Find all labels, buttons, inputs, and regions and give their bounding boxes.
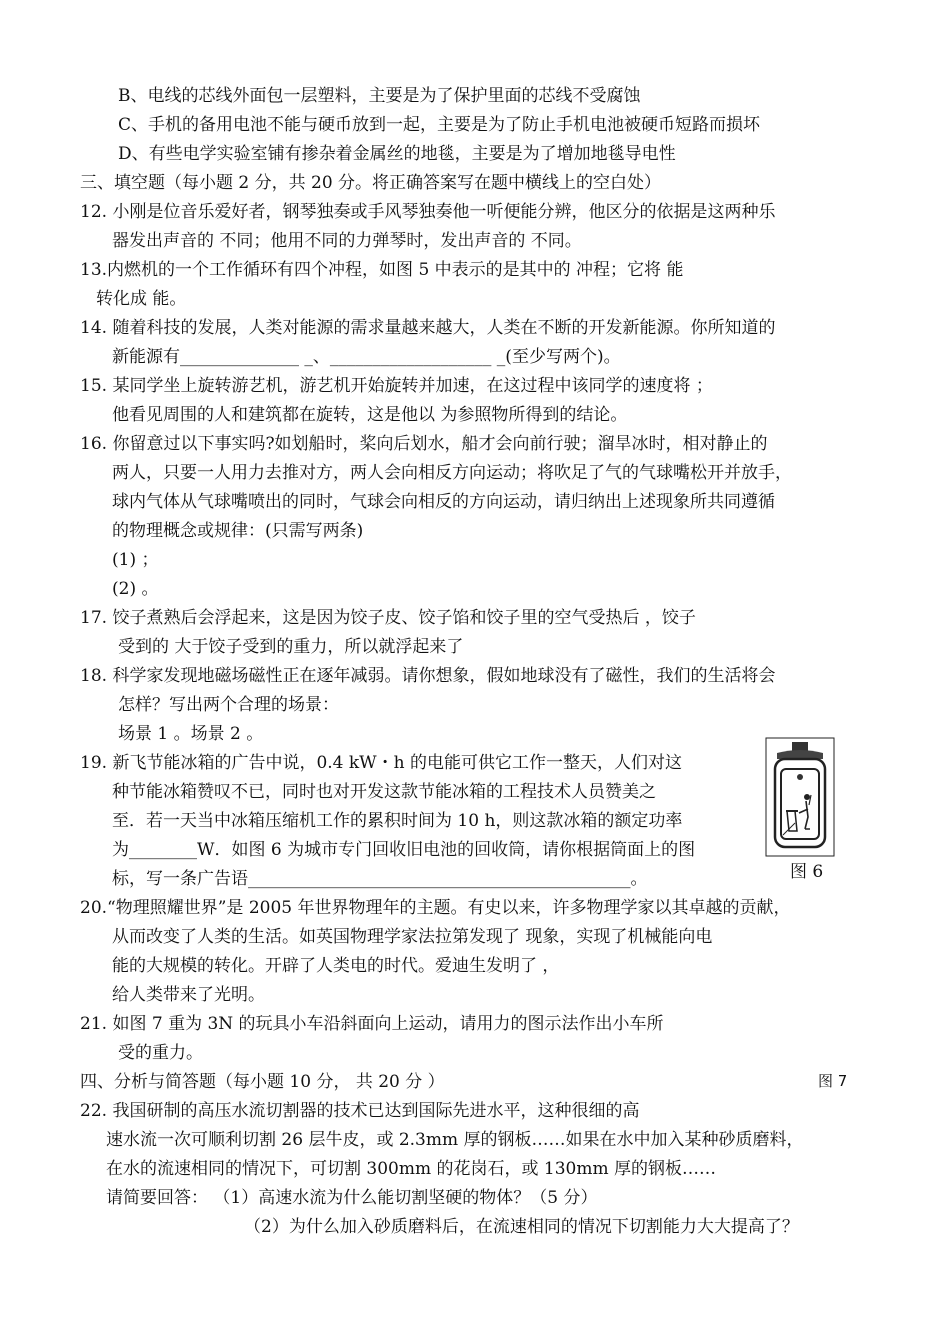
q18-line-1: 18. 科学家发现地磁场磁性正在逐年减弱。请你想象，假如地球没有了磁性，我们的生活将会 <box>80 666 776 686</box>
option-b: B、电线的芯线外面包一层塑料，主要是为了保护里面的芯线不受腐蚀 <box>118 86 641 106</box>
q16-answer-2: (2) 。 <box>112 579 159 599</box>
q16-line-3: 球内气体从气球嘴喷出的同时，气球会向相反的方向运动，请归纳出上述现象所共同遵循 <box>112 492 775 512</box>
q16-line-2: 两人，只要一人用力去推对方，两人会向相反方向运动；将吹足了气的气球嘴松开并放手， <box>112 463 792 483</box>
battery-recycling-bin-icon <box>765 737 835 857</box>
q22-line-5: （2）为什么加入砂质磨料后，在流速相同的情况下切割能力大大提高了？ <box>244 1217 799 1237</box>
q19-line-5: 标，写一条广告语_____________________________________________。 <box>112 869 648 889</box>
q14-line-2: 新能源有______________ _、___________________ _(至少写两个)。 <box>112 347 621 367</box>
q19-line-2: 种节能冰箱赞叹不已，同时也对开发这款节能冰箱的工程技术人员赞美之 <box>112 782 656 802</box>
section-3-heading: 三、填空题（每小题 2 分，共 20 分。将正确答案写在题中横线上的空白处） <box>80 173 662 193</box>
q14-line-1: 14. 随着科技的发展，人类对能源的需求量越来越大，人类在不断的开发新能源。你所知道的 <box>80 318 776 338</box>
q16-answer-1: (1) ； <box>112 550 159 570</box>
q15-line-2: 他看见周围的人和建筑都在旋转，这是他以 为参照物所得到的结论。 <box>112 405 628 425</box>
q19-line-4: 为________W．如图 6 为城市专门回收旧电池的回收筒，请你根据筒面上的图 <box>112 840 696 860</box>
q20-line-3: 能的大规模的转化。开辟了人类电的时代。爱迪生发明了 ， <box>112 956 560 976</box>
option-d: D、有些电学实验室铺有掺杂着金属丝的地毯，主要是为了增加地毯导电性 <box>118 144 676 164</box>
figure-6-caption: 图 6 <box>790 862 824 882</box>
q19-line-1: 19. 新飞节能冰箱的广告中说，0.4 kW・h 的电能可供它工作一整天，人们对这 <box>80 753 683 773</box>
q22-line-4: 请简要回答： （1）高速水流为什么能切割坚硬的物体？（5 分） <box>106 1188 598 1208</box>
q13-line-2: 转化成 能。 <box>96 289 187 309</box>
q17-line-1: 17. 饺子煮熟后会浮起来，这是因为饺子皮、饺子馅和饺子里的空气受热后 ，饺子 <box>80 608 696 628</box>
q22-line-3: 在水的流速相同的情况下，可切割 300mm 的花岗石，或 130mm 厚的钢板…… <box>106 1159 716 1179</box>
q15-line-1: 15. 某同学坐上旋转游艺机，游艺机开始旋转并加速，在这过程中该同学的速度将 ； <box>80 376 713 396</box>
figure-7-caption: 图 7 <box>818 1072 848 1090</box>
q21-line-2: 受的重力。 <box>118 1043 203 1063</box>
q20-line-4: 给人类带来了光明。 <box>112 985 265 1005</box>
q17-line-2: 受到的 大于饺子受到的重力，所以就浮起来了 <box>118 637 464 657</box>
q18-line-2: 怎样？写出两个合理的场景： <box>118 695 339 715</box>
q12-line-1: 12. 小刚是位音乐爱好者，钢琴独奏或手风琴独奏他一听便能分辨，他区分的依据是这两种乐 <box>80 202 776 222</box>
q19-line-3: 至．若一天当中冰箱压缩机工作的累积时间为 10 h，则这款冰箱的额定功率 <box>112 811 683 831</box>
q20-line-2: 从而改变了人类的生活。如英国物理学家法拉第发现了 现象，实现了机械能向电 <box>112 927 713 947</box>
q21-line-1: 21. 如图 7 重为 3N 的玩具小车沿斜面向上运动，请用力的图示法作出小车所 <box>80 1014 664 1034</box>
q13-line-1: 13.内燃机的一个工作循环有四个冲程，如图 5 中表示的是其中的 冲程；它将 能 <box>80 260 684 280</box>
q22-line-1: 22. 我国研制的高压水流切割器的技术已达到国际先进水平，这种很细的高 <box>80 1101 640 1121</box>
q16-line-4: 的物理概念或规律：(只需写两条) <box>112 521 364 541</box>
q18-scenes: 场景 1 。场景 2 。 <box>118 724 264 744</box>
q16-line-1: 16. 你留意过以下事实吗?如划船时，桨向后划水，船才会向前行驶；溜旱冰时，相对静止的 <box>80 434 768 454</box>
q20-line-1: 20.“物理照耀世界”是 2005 年世界物理年的主题。有史以来，许多物理学家以其卓越的贡献， <box>80 898 791 918</box>
section-4-heading: 四、分析与简答题（每小题 10 分， 共 20 分 ） <box>80 1072 445 1092</box>
option-c: C、手机的备用电池不能与硬币放到一起，主要是为了防止手机电池被硬币短路而损坏 <box>118 115 761 135</box>
q12-line-2: 器发出声音的 不同；他用不同的力弹琴时，发出声音的 不同。 <box>112 231 582 251</box>
q22-line-2: 速水流一次可顺利切割 26 层牛皮，或 2.3mm 厚的钢板……如果在水中加入某种砂质磨料， <box>106 1130 804 1150</box>
